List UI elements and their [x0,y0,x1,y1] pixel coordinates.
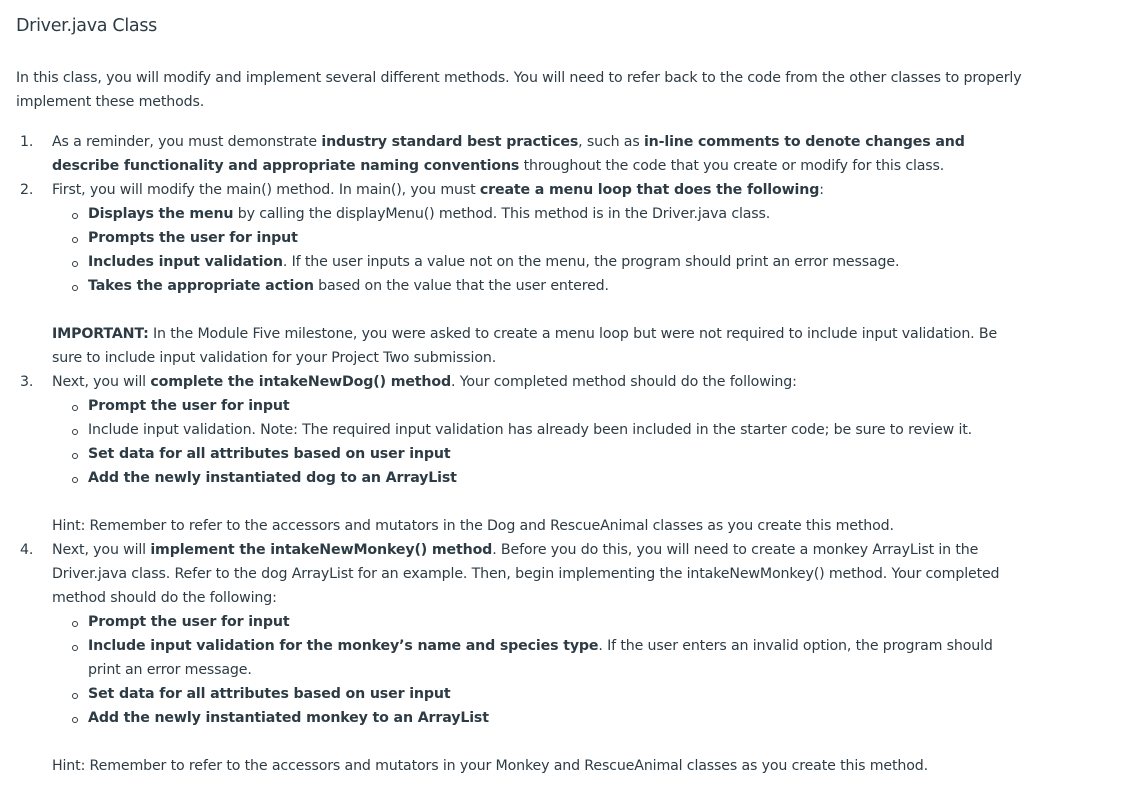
sub-list-item: Prompt the user for input [52,610,1026,634]
sub-list [52,610,1026,730]
list-item-1: 1. As a reminder, you must demonstrate industry standard best practices, such as in-line comments to denote changes and describe functionality and appropriate naming conventions throughout the code that you create or modify for this class. [16,130,1026,178]
hint-note: Hint: Remember to refer to the accessors and mutators in the Dog and RescueAnimal classes as you create this method. [52,518,894,534]
sub-list-item: Takes the appropriate action based on the value that the user entered. [52,274,1026,298]
sub-list-item: Add the newly instantiated monkey to an ArrayList [52,706,1026,730]
item-number: 2. [20,182,34,198]
circle-bullet-icon [72,261,78,267]
circle-bullet-icon [72,621,78,627]
sub-list-item: Prompt the user for input [52,394,1026,418]
circle-bullet-icon [72,429,78,435]
emphasis: create a menu loop that does the following [479,182,820,198]
circle-bullet-icon [72,645,78,651]
item-number: 1. [20,134,34,150]
hint-note: Hint: Remember to refer to the accessors and mutators in your Monkey and RescueAnimal classes as you create this method. [52,758,928,774]
list-item-4: 4. Next, you will implement the intakeNewMonkey() method. Before you do this, you will need to create a monkey ArrayList in the Driver.java class. Refer to the dog ArrayList for an example. Then, begin implementing the intakeNewMonkey() method. Your completed method should do the following: Prompt the user for input Include input validation for the monkey’s name and species type. If the user enters an invalid option, the program should print an error message. Set data for all attributes based on user input Add the newly instantiated monkey to an ArrayList Hint: Remember to refer to the accessors and mutators in your Monkey and RescueAnimal classes as you create this method. [16,538,1026,778]
intro-paragraph: In this class, you will modify and implement several different methods. You will need to refer back to the code from the other classes to properly implement these methods. [16,70,1022,110]
circle-bullet-icon [72,285,78,291]
sub-list-item: Add the newly instantiated dog to an ArrayList [52,466,1026,490]
emphasis: industry standard best practices [321,134,579,150]
spacer [52,298,1026,322]
sub-list-item: Include input validation. Note: The required input validation has already been included in the starter code; be sure to review it. [52,418,1026,442]
circle-bullet-icon [72,693,78,699]
section-title: Driver.java Class [16,16,157,36]
spacer [52,490,1026,514]
emphasis: complete the intakeNewDog() method [150,374,451,390]
circle-bullet-icon [72,213,78,219]
sub-list-item: Include input validation for the monkey’s name and species type. If the user enters an invalid option, the program should print an error message. [52,634,1026,682]
important-note: IMPORTANT: In the Module Five milestone, you were asked to create a menu loop but were not required to include input validation. Be sure to include input validation for your Project Two submission. [52,326,998,366]
sub-list-item: Set data for all attributes based on user input [52,682,1026,706]
item-number: 4. [20,542,34,558]
list-item-2: 2. First, you will modify the main() method. In main(), you must create a menu loop that does the following: Displays the menu by calling the displayMenu() method. This method is in the Driver.java class. Prompts the user for input Includes input validation. If the user inputs a value not on the menu, the program should print an error message. Takes the appropriate action based on the value that the user entered. IMPORTANT: In the Module Five milestone, you were asked to create a menu loop but were not required to include input validation. Be sure to include input validation for your Project Two submission. [16,178,1026,370]
circle-bullet-icon [72,477,78,483]
circle-bullet-icon [72,237,78,243]
steps-list [16,130,1026,778]
emphasis: implement the intakeNewMonkey() method [150,542,493,558]
circle-bullet-icon [72,453,78,459]
sub-list-item: Includes input validation. If the user inputs a value not on the menu, the program should print an error message. [52,250,1026,274]
sub-list-item: Displays the menu by calling the displayMenu() method. This method is in the Driver.java class. [52,202,1026,226]
circle-bullet-icon [72,405,78,411]
list-item-3: 3. Next, you will complete the intakeNewDog() method. Your completed method should do the following: Prompt the user for input Include input validation. Note: The required input validation has already been included in the starter code; be sure to review it. Set data for all attributes based on user input Add the newly instantiated dog to an ArrayList Hint: Remember to refer to the accessors and mutators in the Dog and RescueAnimal classes as you create this method. [16,370,1026,538]
sub-list [52,202,1026,298]
item-number: 3. [20,374,34,390]
circle-bullet-icon [72,717,78,723]
sub-list-item: Prompts the user for input [52,226,1026,250]
spacer [52,730,1026,754]
sub-list [52,394,1026,490]
emphasis: in-line comments to denote changes and describe functionality and appropriate naming conventions [52,134,965,174]
sub-list-item: Set data for all attributes based on user input [52,442,1026,466]
